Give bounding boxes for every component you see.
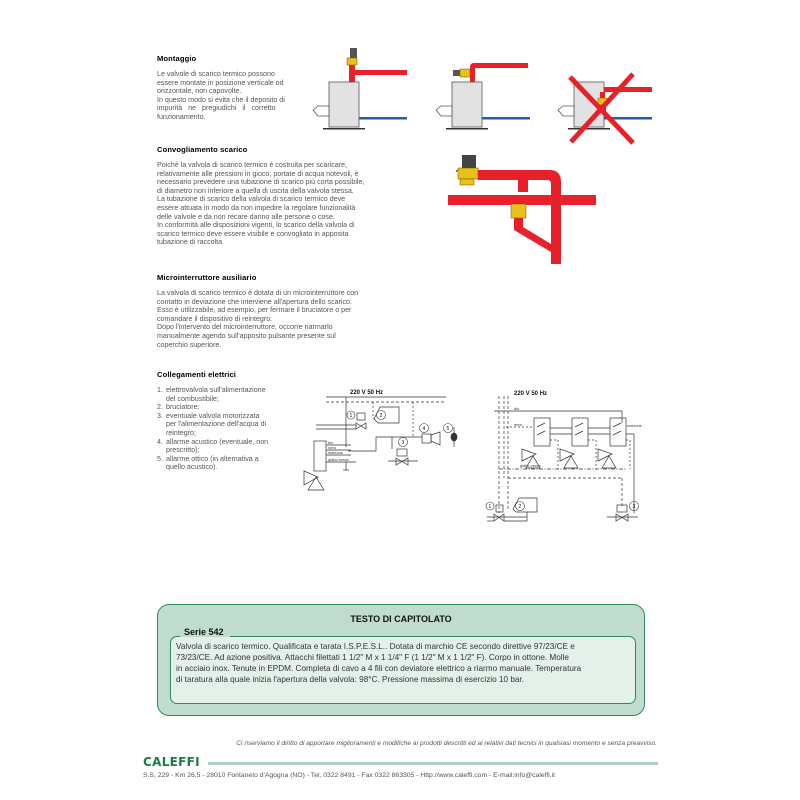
text-line: di diametro non inferiore a quella di uscita della valvola stessa. xyxy=(157,186,354,195)
footer-divider xyxy=(208,762,658,765)
svg-text:2: 2 xyxy=(518,504,522,510)
microinterruttore-title: Microinterruttore ausiliario xyxy=(157,273,257,282)
convogliamento-text xyxy=(157,161,389,247)
mounting-inverted-wrong xyxy=(558,74,652,143)
svg-text:nero: nero xyxy=(514,422,523,427)
microinterruttore-text xyxy=(157,289,389,349)
svg-text:2: 2 xyxy=(379,413,383,419)
svg-text:blu: blu xyxy=(514,406,520,411)
list-item: 3. eventuale valvola motorizzata per l'alimentazione dell'acqua di reintegro; xyxy=(157,411,267,437)
collegamenti-title: Collegamenti elettrici xyxy=(157,370,237,379)
disclaimer: Ci riserviamo il diritto di apportare miglioramenti e modifiche ai prodotti descritti ed ai relativi dati tecnici in qualsiasi momento e senza preavviso. xyxy=(236,740,657,747)
text-line: Esso è utilizzabile, ad esempio, per fermare il bruciatore o per xyxy=(157,306,352,315)
list-item: 5. allarme ottico (in alternativa a quello acustico). xyxy=(157,454,259,472)
text-line: orizzontale, non capovolte. xyxy=(157,87,242,96)
motorized-valve-icon xyxy=(617,505,627,512)
burner-icon xyxy=(374,407,399,423)
text-line: manualmente agendo sull'apposito pulsante presente sul xyxy=(157,331,336,340)
thermal-valve-icon xyxy=(304,471,318,485)
text-line: essere montate in posizione verticale od xyxy=(157,78,284,87)
switch-unit xyxy=(560,418,588,468)
text-line: tubazione di raccolta. xyxy=(157,238,225,247)
text-line: Valvola di scarico termico. Qualificata e tarata I.S.P.E.S.L.. Dotata di marchio CE secondo direttive 97/23/CE e xyxy=(176,642,575,651)
collegamenti-list xyxy=(157,386,287,472)
wiring-diagram-single xyxy=(296,385,476,495)
list-item: 4. allarme acustico (eventuale, non prescritto); xyxy=(157,437,269,455)
funnel-icon xyxy=(511,204,526,218)
caleffi-logo: CALEFFI xyxy=(143,755,200,769)
solenoid-valve-icon xyxy=(357,413,365,420)
text-line: comandare il dispositivo di reintegro. xyxy=(157,314,273,323)
text-line: Poichè la valvola di scarico termico è costruita per scaricare, xyxy=(157,161,348,169)
text-line: Dopo l'intervento del microinterruttore, occorre riarmarlo xyxy=(157,323,333,332)
discharge-piping-illustration xyxy=(448,152,598,264)
convogliamento-title: Convogliamento scarico xyxy=(157,145,248,154)
text-line: necessario prevedere una tubazione di scarico più corta possibile, xyxy=(157,178,365,187)
svg-text:marrone: marrone xyxy=(627,423,642,428)
text-line: 73/23/CE. Ad azione positiva. Attacchi filettati 1 1/2" M x 1 1/4" F (1 1/2" M x 1 1/2" F). Corpo in ottone. Molle xyxy=(176,653,569,662)
text-line: in acciaio inox. Tenute in EPDM. Completa di cavo a 4 fili con deviatore elettrico a riarmo manuale. Temperatura xyxy=(176,664,582,673)
svg-text:5: 5 xyxy=(446,426,450,432)
text-line: In conformità alle disposizioni vigenti, lo scarico della valvola di xyxy=(157,221,355,230)
capitolato-title: TESTO DI CAPITOLATO xyxy=(350,614,452,624)
svg-text:3: 3 xyxy=(401,440,405,446)
text-line: In questo modo si evita che il deposito di xyxy=(157,95,285,104)
burner-icon xyxy=(513,498,537,512)
mounting-horizontal-ok xyxy=(436,63,530,130)
voltage-label: 220 V 50 Hz xyxy=(514,391,548,397)
list-item: 2. bruciatore; xyxy=(157,403,200,412)
text-line: contatto in deviazione che interviene all'apertura dello scarico. xyxy=(157,297,352,306)
capitolato-text xyxy=(176,641,632,685)
acoustic-alarm-icon xyxy=(422,434,431,443)
text-line: impurità ne pregiudichi il corretto xyxy=(157,104,276,113)
text-line: essere attuata in modo da non impedire la regolare funzionalità xyxy=(157,203,356,212)
svg-text:giallo-verde: giallo-verde xyxy=(520,463,541,468)
text-line: La valvola di scarico termico è dotata di un microinterruttore con xyxy=(157,289,359,297)
text-line: Le valvole di scarico termico possono xyxy=(157,70,275,78)
mounting-vertical-ok xyxy=(313,48,407,130)
svg-text:giallo-verde: giallo-verde xyxy=(328,457,349,462)
motorized-valve-icon xyxy=(397,449,407,456)
text-line: La tubazione di scarico della valvola di scarico termico deve xyxy=(157,195,346,204)
switch-unit xyxy=(522,418,550,468)
svg-text:4: 4 xyxy=(422,426,426,432)
text-line: funzionamento. xyxy=(157,112,206,121)
svg-text:1: 1 xyxy=(349,413,353,419)
mounting-illustrations xyxy=(310,50,650,150)
svg-text:1: 1 xyxy=(488,504,492,510)
text-line: relativamente alle pressioni in gioco, portate di acqua notevoli, è xyxy=(157,169,359,178)
svg-text:3: 3 xyxy=(632,504,636,510)
wiring-diagram-multiple xyxy=(482,383,642,533)
company-address: S.S. 229 - Km 26,5 - 28010 Fontaneto d'Agogna (NO) - Tel. 0322 8491 - Fax 0322 863305 - Http://www.caleffi.com - E-mail:info@caleffi.it xyxy=(143,772,556,779)
voltage-label: 220 V 50 Hz xyxy=(350,390,384,396)
montaggio-text xyxy=(157,70,307,122)
list-item: 1. elettrovalvola sull'alimentazione del combustibile; xyxy=(157,386,266,403)
text-line: scarico termico deve essere visibile e convogliato in apposita xyxy=(157,229,349,238)
solenoid-valve-icon xyxy=(496,505,503,512)
text-line: di taratura alla quale inizia l'apertura della valvola: 98°C. Pressione massima di esercizio 10 bar. xyxy=(176,675,524,684)
text-line: delle valvole e da non recare danno alle persone o cose. xyxy=(157,212,335,221)
svg-text:blu: blu xyxy=(328,440,334,445)
svg-text:nero: nero xyxy=(328,445,337,450)
montaggio-title: Montaggio xyxy=(157,54,197,63)
series-label: Serie 542 xyxy=(180,627,230,637)
text-line: coperchio superiore. xyxy=(157,340,222,349)
svg-text:marrone: marrone xyxy=(328,450,343,455)
switch-unit xyxy=(598,418,626,468)
